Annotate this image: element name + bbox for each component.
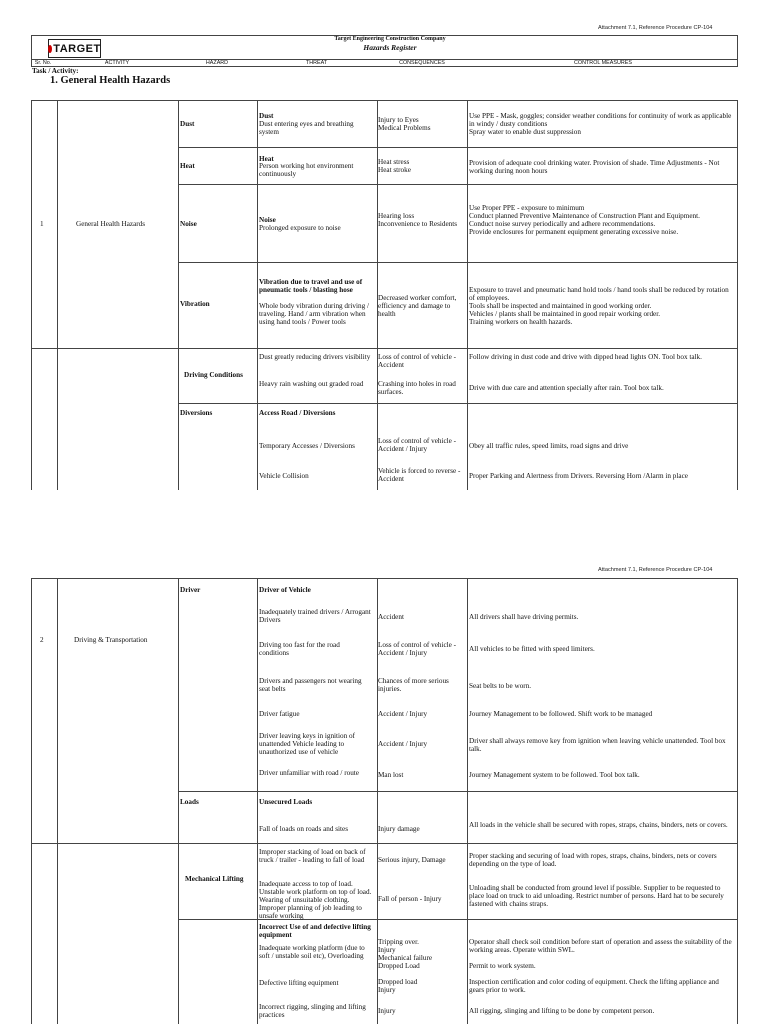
consequence-injury-damage: Injury damage — [378, 825, 420, 833]
threat-dust: Dust entering eyes and breathing system — [259, 120, 354, 136]
control-rain-driving: Drive with due care and attention specially after rain. Tool box talk. — [469, 384, 664, 392]
threat-driving-too-fast: Driving too fast for the road conditions — [259, 641, 340, 657]
row-2-sr: 2 — [40, 636, 44, 644]
hazard-heat: Heat — [180, 162, 195, 170]
page-2 — [0, 560, 768, 1024]
threat-title-noise: Noise — [259, 216, 276, 224]
threat-driver-fatigue: Driver fatigue — [259, 710, 300, 718]
consequence-loss-control-fast: Loss of control of vehicle - Accident / Injury — [378, 641, 457, 657]
attachment-reference-2: Attachment 7.1, Reference Procedure CP-104 — [598, 567, 713, 573]
threat-title-vibration: Vibration due to travel and use of pneumatic tools / blasting hose — [259, 278, 363, 294]
control-heat: Provision of adequate cool drinking water. Provision of shade. Time Adjustments - Not working during noon hours — [469, 159, 720, 175]
control-remove-key: Driver shall always remove key from ignition when leaving vehicle unattended. Tool box talk. — [469, 737, 726, 753]
row-1-sr: 1 — [40, 220, 44, 228]
threat-title-heat: Heat — [259, 155, 274, 163]
control-dust-driving: Follow driving in dust code and drive with dipped head lights ON. Tool box talk. — [469, 353, 702, 361]
consequence-serious-injury: Serious injury, Damage — [378, 856, 446, 864]
threat-unfamiliar-road: Driver unfamiliar with road / route — [259, 769, 359, 777]
threat-improper-stacking: Improper stacking of load on back of truck / trailer - leading to fall of load — [259, 848, 366, 864]
threat-keys-ignition: Driver leaving keys in ignition of unattended Vehicle leading to unauthorized use of vehicle — [259, 732, 356, 756]
threat-defective-equipment: Defective lifting equipment — [259, 979, 339, 987]
row-1-activity: General Health Hazards — [76, 220, 146, 228]
threat-heavy-rain: Heavy rain washing out graded road — [259, 380, 364, 388]
threat-dust-visibility: Dust greatly reducing drivers visibility — [259, 353, 371, 361]
control-competent-person: All rigging, slinging and lifting to be done by competent person. — [469, 1007, 655, 1015]
consequence-crashing: Crashing into holes in road surfaces. — [378, 380, 456, 396]
consequence-serious-injuries: Chances of more serious injuries. — [378, 677, 449, 693]
control-traffic-rules: Obey all traffic rules, speed limits, road signs and drive — [469, 442, 629, 450]
control-speed-limiters: All vehicles to be fitted with speed limiters. — [469, 645, 595, 653]
control-secure-loads: All loads in the vehicle shall be secured with ropes, straps, chains, binders, nets or covers. — [469, 821, 728, 829]
threat-title-dust: Dust — [259, 112, 274, 120]
consequence-keys: Accident / Injury — [378, 740, 428, 748]
threat-seat-belts: Drivers and passengers not wearing seat belts — [259, 677, 362, 693]
consequence-accident: Accident — [378, 613, 404, 621]
threat-vehicle-collision: Vehicle Collision — [259, 472, 309, 480]
col-header-threat: THREAT — [305, 60, 328, 66]
logo-mark-icon — [48, 45, 52, 53]
threat-vibration: Whole body vibration during driving / traveling. Hand / arm vibration when using hand tools / Power tools — [259, 302, 369, 326]
threat-temporary-access: Temporary Accesses / Diversions — [259, 442, 355, 450]
hazard-mechanical-lifting: Mechanical Lifting — [185, 875, 244, 883]
control-driving-permits: All drivers shall have driving permits. — [469, 613, 579, 621]
threat-title-lifting-equipment: Incorrect Use of and defective lifting equipment — [259, 923, 371, 939]
consequence-injury-rigging: Injury — [378, 1007, 396, 1015]
threat-noise: Prolonged exposure to noise — [259, 224, 341, 232]
row-2-activity: Driving & Transportation — [74, 636, 148, 644]
consequence-tripping: Tripping over. Injury Mechanical failure Dropped Load — [378, 938, 433, 970]
consequence-heat: Heat stress Heat stroke — [378, 158, 411, 174]
consequence-man-lost: Man lost — [378, 771, 404, 779]
hazard-driver: Driver — [180, 586, 201, 594]
consequence-vibration: Decreased worker comfort, efficiency and damage to health — [378, 294, 457, 318]
consequence-fall-of-person: Fall of person - Injury — [378, 895, 442, 903]
hazard-diversions: Diversions — [180, 409, 213, 417]
threat-untrained-drivers: Inadequately trained drivers / Arrogant Drivers — [259, 608, 371, 624]
consequence-dropped-load: Dropped load Injury — [378, 978, 418, 994]
threat-incorrect-rigging: Incorrect rigging, slinging and lifting practices — [259, 1003, 366, 1019]
consequence-reverse: Vehicle is forced to reverse - Accident — [378, 467, 461, 483]
control-unloading: Unloading shall be conducted from ground level if possible. Supplier to be requested to place load on truck to aid unloading. Restrict number of persons. Hard hat to be securely fastened with chains straps. — [469, 884, 724, 908]
control-soil-check: Operator shall check soil condition before start of operation and assess the suitability of the working areas. Operate within SWL. Permit to work system. — [469, 938, 732, 970]
consequence-fatigue: Accident / Injury — [378, 710, 428, 718]
threat-title-access-road: Access Road / Diversions — [259, 409, 336, 417]
task-activity-label: Task / Activity: — [32, 67, 79, 75]
section-title: 1. General Health Hazards — [50, 75, 171, 86]
control-inspection: Inspection certification and color coding of equipment. Check the lifting appliance and gears prior to work. — [469, 978, 719, 994]
hazard-driving-conditions: Driving Conditions — [184, 371, 243, 379]
control-dust: Use PPE - Mask, goggles; consider weather conditions for continuity of work as applicable in windy / dusty conditions Spray water to enable dust suppression — [469, 112, 732, 136]
consequence-loss-control-diversion: Loss of control of vehicle - Accident / Injury — [378, 437, 457, 453]
threat-title-driver: Driver of Vehicle — [259, 586, 311, 594]
threat-fall-loads: Fall of loads on roads and sites — [259, 825, 349, 833]
control-journey-system: Journey Management system to be followed. Tool box talk. — [469, 771, 640, 779]
threat-title-unsecured-loads: Unsecured Loads — [259, 798, 313, 806]
control-proper-stacking: Proper stacking and securing of load with ropes, straps, chains, binders, nets or covers depending on the type of load. — [469, 852, 717, 868]
consequence-loss-control: Loss of control of vehicle - Accident — [378, 353, 457, 369]
control-seat-belts: Seat belts to be worn. — [469, 682, 532, 690]
threat-inadequate-platform: Inadequate working platform (due to soft / unstable soil etc), Overloading — [259, 944, 365, 960]
company-name: Target Engineering Construction Company — [334, 36, 446, 42]
threat-heat: Person working hot environment continuously — [259, 162, 354, 178]
col-header-hazard: HAZARD — [205, 60, 229, 66]
consequence-noise: Hearing loss Inconvenience to Residents — [378, 212, 458, 228]
attachment-reference: Attachment 7.1, Reference Procedure CP-104 — [598, 25, 713, 31]
hazard-vibration: Vibration — [180, 300, 210, 308]
page-1 — [0, 0, 768, 500]
consequence-dust: Injury to Eyes Medical Problems — [378, 116, 431, 132]
hazard-dust: Dust — [180, 120, 195, 128]
col-header-consequences: CONSEQUENCES — [399, 60, 445, 66]
register-title: Hazards Register — [363, 43, 417, 52]
col-header-sr: Sr. No. — [34, 60, 52, 66]
threat-inadequate-access: Inadequate access to top of load. Unstable work platform on top of load. Wearing of unsuitable clothing. Improper planning of job leading to unsafe working — [259, 880, 372, 920]
control-vibration: Exposure to travel and pneumatic hand hold tools / hand tools shall be reduced by rotation of employees. Tools shall be inspected and maintained in good working order. Vehicles / plants shall be maintained in good repair working order. Training workers on health hazards. — [469, 286, 729, 326]
control-journey-management: Journey Management to be followed. Shift work to be managed — [469, 710, 653, 718]
col-header-control: CONTROL MEASURES — [574, 60, 632, 66]
company-logo: TARGET — [48, 39, 101, 58]
control-parking: Proper Parking and Alertness from Drivers. Reversing Horn /Alarm in place — [469, 472, 688, 480]
control-noise: Use Proper PPE - exposure to minimum Conduct planned Preventive Maintenance of Construction Plant and Equipment. Conduct noise survey periodically and adhere recommendations. Provide enclosures for permanent equipment generating excessive noise. — [469, 204, 700, 236]
hazard-noise: Noise — [180, 220, 197, 228]
col-header-activity: ACTIVITY — [104, 60, 130, 66]
hazard-loads: Loads — [180, 798, 199, 806]
